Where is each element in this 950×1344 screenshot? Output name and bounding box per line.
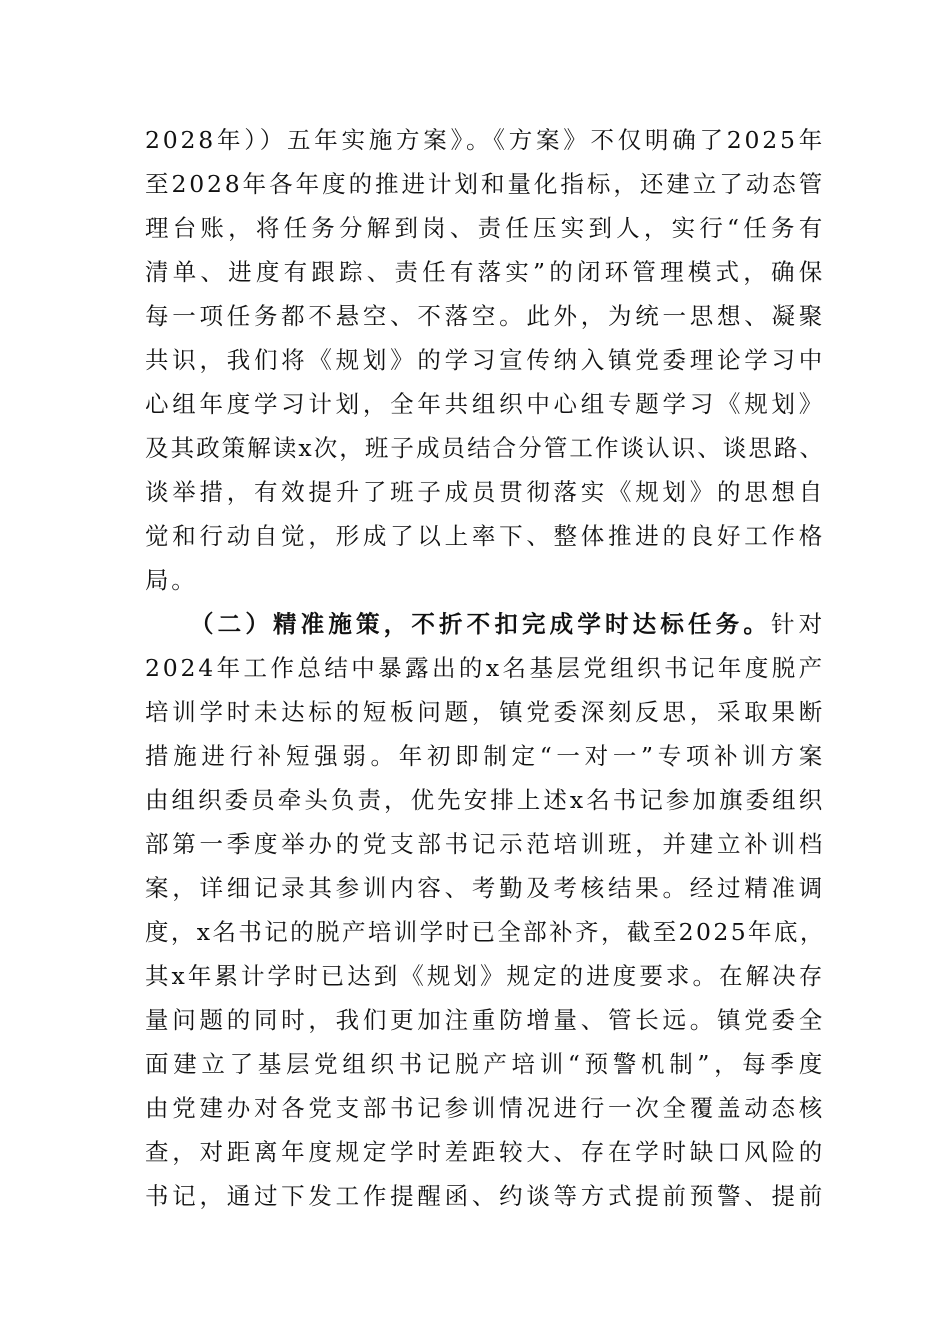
body-line: 案，详细记录其参训内容、考勤及考核结果。经过精准调: [145, 874, 825, 902]
body-line: 理台账，将任务分解到岗、责任压实到人，实行“任务有: [145, 214, 825, 242]
body-line: 共识，我们将《规划》的学习宣传纳入镇党委理论学习中: [145, 346, 825, 374]
body-line: 每一项任务都不悬空、不落空。此外，为统一思想、凝聚: [145, 302, 825, 330]
body-line: 面建立了基层党组织书记脱产培训“预警机制”，每季度: [145, 1050, 825, 1078]
section-heading: （二）精准施策，不折不扣完成学时达标任务。: [190, 610, 772, 638]
body-line: 部第一季度举办的党支部书记示范培训班，并建立补训档: [145, 830, 825, 858]
body-line: 由组织委员牵头负责，优先安排上述x名书记参加旗委组织: [145, 786, 825, 814]
body-line: 心组年度学习计划，全年共组织中心组专题学习《规划》: [145, 390, 825, 418]
body-line: 措施进行补短强弱。年初即制定“一对一”专项补训方案: [145, 742, 825, 770]
body-line: 其x年累计学时已达到《规划》规定的进度要求。在解决存: [145, 962, 825, 990]
section-heading-line: [190, 604, 825, 644]
body-line: 2024年工作总结中暴露出的x名基层党组织书记年度脱产: [145, 654, 825, 682]
section-lead: 针对: [771, 610, 825, 638]
body-line: 及其政策解读x次，班子成员结合分管工作谈认识、谈思路、: [145, 434, 825, 462]
body-line: 清单、进度有跟踪、责任有落实”的闭环管理模式，确保: [145, 258, 825, 286]
body-line: 量问题的同时，我们更加注重防增量、管长远。镇党委全: [145, 1006, 825, 1034]
body-line: 查，对距离年度规定学时差距较大、存在学时缺口风险的: [145, 1138, 825, 1166]
body-line: 书记，通过下发工作提醒函、约谈等方式提前预警、提前: [145, 1182, 825, 1210]
body-line: 2028年））五年实施方案》。《方案》不仅明确了2025年: [145, 126, 825, 154]
body-line: 度，x名书记的脱产培训学时已全部补齐，截至2025年底，: [145, 918, 826, 946]
body-line: 谈举措，有效提升了班子成员贯彻落实《规划》的思想自: [145, 478, 825, 506]
body-line: 由党建办对各党支部书记参训情况进行一次全覆盖动态核: [145, 1094, 825, 1122]
body-line: 培训学时未达标的短板问题，镇党委深刻反思，采取果断: [145, 698, 825, 726]
body-line: 局。: [145, 566, 198, 594]
body-line: 觉和行动自觉，形成了以上率下、整体推进的良好工作格: [145, 522, 825, 550]
body-line: 至2028年各年度的推进计划和量化指标，还建立了动态管: [145, 170, 825, 198]
